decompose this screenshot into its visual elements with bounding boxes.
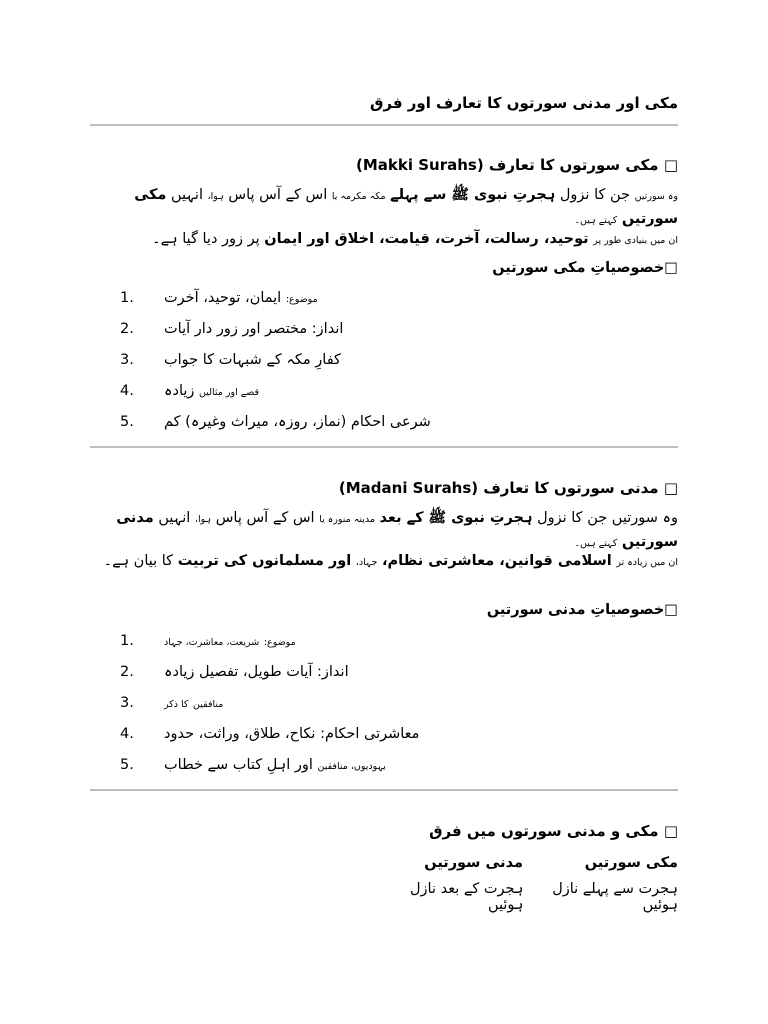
text: کا جواب [164,352,215,368]
madani-paragraph-2 [90,550,678,574]
diff-table-header [373,855,678,871]
madani-features-title [90,602,678,618]
divider [90,446,678,448]
text: نکاح، طلاق، وراثت، حدود [164,726,316,742]
table-cell: ہجرت سے پہلے نازل ہوئیں [552,881,678,913]
text-bold: توحید، رسالت، آخرت، قیامت، اخلاق اور ایمان [264,231,589,247]
text: ہوا، [207,191,224,202]
text: مدینہ منورہ یا [319,514,375,525]
text: وہ سورتیں جن کا نزول [537,510,678,526]
text: کہتے ہیں۔ [574,538,618,549]
makki-paragraph-1 [90,184,678,232]
box-icon: □ [663,822,678,840]
text: (نماز، روزہ، میراث وغیرہ) کم [164,414,347,430]
text-bold: مکی سورتیں [134,187,678,227]
list-number: 1. [120,633,134,649]
list-text [164,352,341,368]
text: شریعت، معاشرت، جہاد [164,637,260,648]
text: کا ذکر [164,699,189,710]
list-item [120,383,680,414]
makki-heading [90,156,678,174]
text: جن کا نزول [559,187,631,203]
list-number: 3. [120,695,134,711]
list-item [120,414,680,445]
box-icon: □ [664,602,678,618]
text: انداز: [311,321,344,337]
list-text [164,757,386,773]
diff-table-row [373,881,678,913]
madani-heading [90,479,678,497]
text: وہ سورتیں [634,191,678,202]
list-item [120,352,680,383]
box-icon: □ [663,479,678,497]
text: آیات طویل، تفصیل زیادہ [164,664,313,680]
list-item [120,757,680,788]
list-text [164,695,223,711]
text: انہیں [158,510,191,526]
text: کہتے ہیں۔ [574,215,618,226]
text: زیادہ [164,383,195,399]
text-bold: اور مسلمانوں کی تربیت [177,553,352,569]
list-number: 4. [120,383,134,399]
list-text [164,383,259,399]
text: موضوع: [263,637,296,648]
text: کا بیان ہے۔ [103,553,174,569]
divider [90,789,678,791]
text: انہیں [171,187,203,203]
text-bold: مدنی سورتیں [116,510,678,550]
list-text [164,633,296,649]
diff-heading [90,822,678,840]
list-text [164,321,343,337]
text: ہوا، [194,514,212,525]
makki-features-list [120,290,680,445]
text: یہودیوں، منافقین [317,761,386,772]
makki-heading-text: مکی سورتوں کا تعارف (Makki Surahs) [356,156,659,174]
text: اور اہلِ کتاب سے خطاب [164,757,313,773]
box-icon: □ [663,156,678,174]
table-cell: ہجرت کے بعد نازل ہوئیں [410,881,524,913]
list-text [164,414,431,430]
column-header: مدنی سورتیں [424,855,523,871]
list-number: 4. [120,726,134,742]
madani-paragraph-1 [90,507,678,555]
madani-heading-text: مدنی سورتوں کا تعارف (Madani Surahs) [338,479,659,497]
text: ان میں زیادہ تر [616,557,678,568]
makki-features-title-text: خصوصیاتِ مکی سورتیں [492,260,665,276]
text: اس کے آس پاس [215,510,315,526]
makki-paragraph-2 [90,228,678,252]
list-text [164,726,419,742]
text: ایمان، توحید، آخرت [164,290,282,306]
list-number: 2. [120,664,134,680]
text: کفارِ مکہ کے شبہات [218,352,341,368]
text: معاشرتی احکام: [320,726,420,742]
list-number: 1. [120,290,134,306]
text: شرعی احکام [350,414,431,430]
list-number: 2. [120,321,134,337]
list-number: 3. [120,352,134,368]
text-bold: اسلامی قوانین، معاشرتی نظام، [382,553,612,569]
list-item [120,321,680,352]
divider [90,124,678,126]
list-number: 5. [120,757,134,773]
list-text [164,290,318,306]
madani-features-list [120,633,680,788]
text: موضوع: [285,294,318,305]
text: مختصر اور زور دار آیات [164,321,308,337]
list-item [120,290,680,321]
text: اس کے آس پاس [228,187,328,203]
text: ان میں بنیادی طور پر [593,235,678,246]
text: منافقین [193,699,224,710]
text: پر زور دیا گیا ہے۔ [152,231,260,247]
list-text [164,664,349,680]
list-item [120,695,680,726]
list-number: 5. [120,414,134,430]
list-item [120,664,680,695]
text-bold: ہجرتِ نبوی ﷺ سے پہلے [390,187,556,203]
column-header: مکی سورتیں [584,855,678,871]
makki-features-title [90,260,678,276]
diff-table [373,855,678,913]
text-bold: ہجرتِ نبوی ﷺ کے بعد [379,510,533,526]
list-item [120,633,680,664]
list-item [120,726,680,757]
text: انداز: [317,664,349,680]
box-icon: □ [664,260,678,276]
text: جہاد، [355,557,378,568]
diff-heading-text: مکی و مدنی سورتوں میں فرق [429,822,659,840]
text: قصے اور مثالیں [199,387,260,398]
madani-features-title-text: خصوصیاتِ مدنی سورتیں [486,602,665,618]
page-title: مکی اور مدنی سورتوں کا تعارف اور فرق [369,94,678,112]
text: مکہ مکرمہ یا [331,191,386,202]
